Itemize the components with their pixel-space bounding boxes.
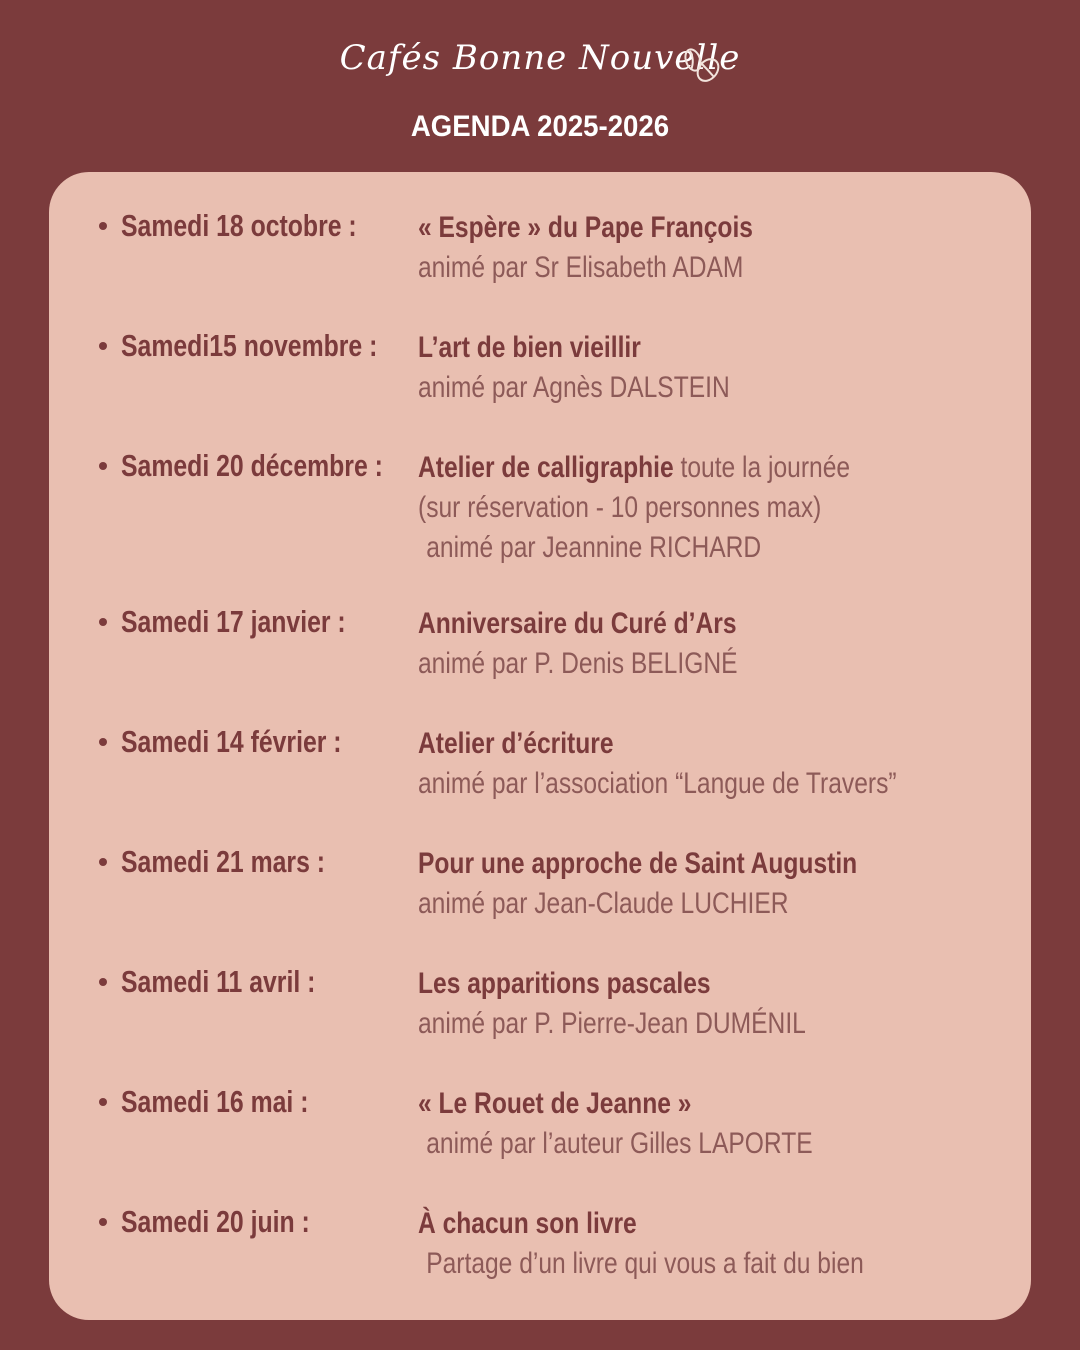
bullet — [99, 222, 107, 230]
event-date: Samedi 17 janvier : — [121, 604, 346, 639]
event-date: Samedi 21 mars : — [121, 844, 326, 879]
event-title: « Le Rouet de Jeanne » — [418, 1087, 692, 1120]
event-title: Atelier d’écriture — [418, 727, 614, 760]
event-date: Samedi 11 avril : — [121, 964, 316, 999]
event-host: animé par P. Pierre-Jean DUMÉNIL — [418, 1007, 806, 1040]
event-title: L’art de bien vieillir — [418, 331, 641, 364]
event-date: Samedi 18 octobre : — [121, 208, 357, 243]
bullet — [99, 618, 107, 626]
header — [0, 0, 1080, 160]
bullet — [99, 462, 107, 470]
event-title: Atelier de calligraphie — [418, 451, 674, 484]
event-host: animé par Jeannine RICHARD — [426, 531, 762, 564]
agenda-title: AGENDA 2025-2026 — [410, 110, 670, 143]
event-title-suffix: toute la journée — [673, 451, 851, 484]
event-host: animé par P. Denis BELIGNÉ — [418, 647, 738, 680]
event-date: Samedi 16 mai : — [121, 1084, 309, 1119]
event-host: animé par Sr Elisabeth ADAM — [418, 251, 744, 284]
event-title-line — [418, 448, 910, 488]
event-date: Samedi 20 décembre : — [121, 448, 383, 483]
agenda-card — [49, 172, 1031, 1320]
event-title: Les apparitions pascales — [418, 967, 711, 1000]
bullet — [99, 858, 107, 866]
event-note: (sur réservation - 10 personnes max) — [418, 491, 822, 524]
logo-text: Cafés Bonne Nouvelle — [339, 38, 741, 78]
coffee-beans-icon — [678, 44, 724, 86]
bullet — [99, 1098, 107, 1106]
event-host: animé par Jean-Claude LUCHIER — [418, 887, 789, 920]
bullet — [99, 342, 107, 350]
event-title: « Espère » du Pape François — [418, 211, 753, 244]
event-title: Pour une approche de Saint Augustin — [418, 847, 858, 880]
bullet — [99, 738, 107, 746]
event-title: À chacun son livre — [418, 1207, 637, 1240]
event-host: animé par l’association “Langue de Travers” — [418, 767, 897, 800]
event-host: animé par Agnès DALSTEIN — [418, 371, 730, 404]
bullet — [99, 978, 107, 986]
event-host: animé par l’auteur Gilles LAPORTE — [426, 1127, 813, 1160]
event-description: Partage d’un livre qui vous a fait du bien — [426, 1247, 864, 1280]
event-date: Samedi 20 juin : — [121, 1204, 310, 1239]
bullet — [99, 1218, 107, 1226]
event-title: Anniversaire du Curé d’Ars — [418, 607, 737, 640]
event-date: Samedi 14 février : — [121, 724, 342, 759]
event-date: Samedi15 novembre : — [121, 328, 378, 363]
